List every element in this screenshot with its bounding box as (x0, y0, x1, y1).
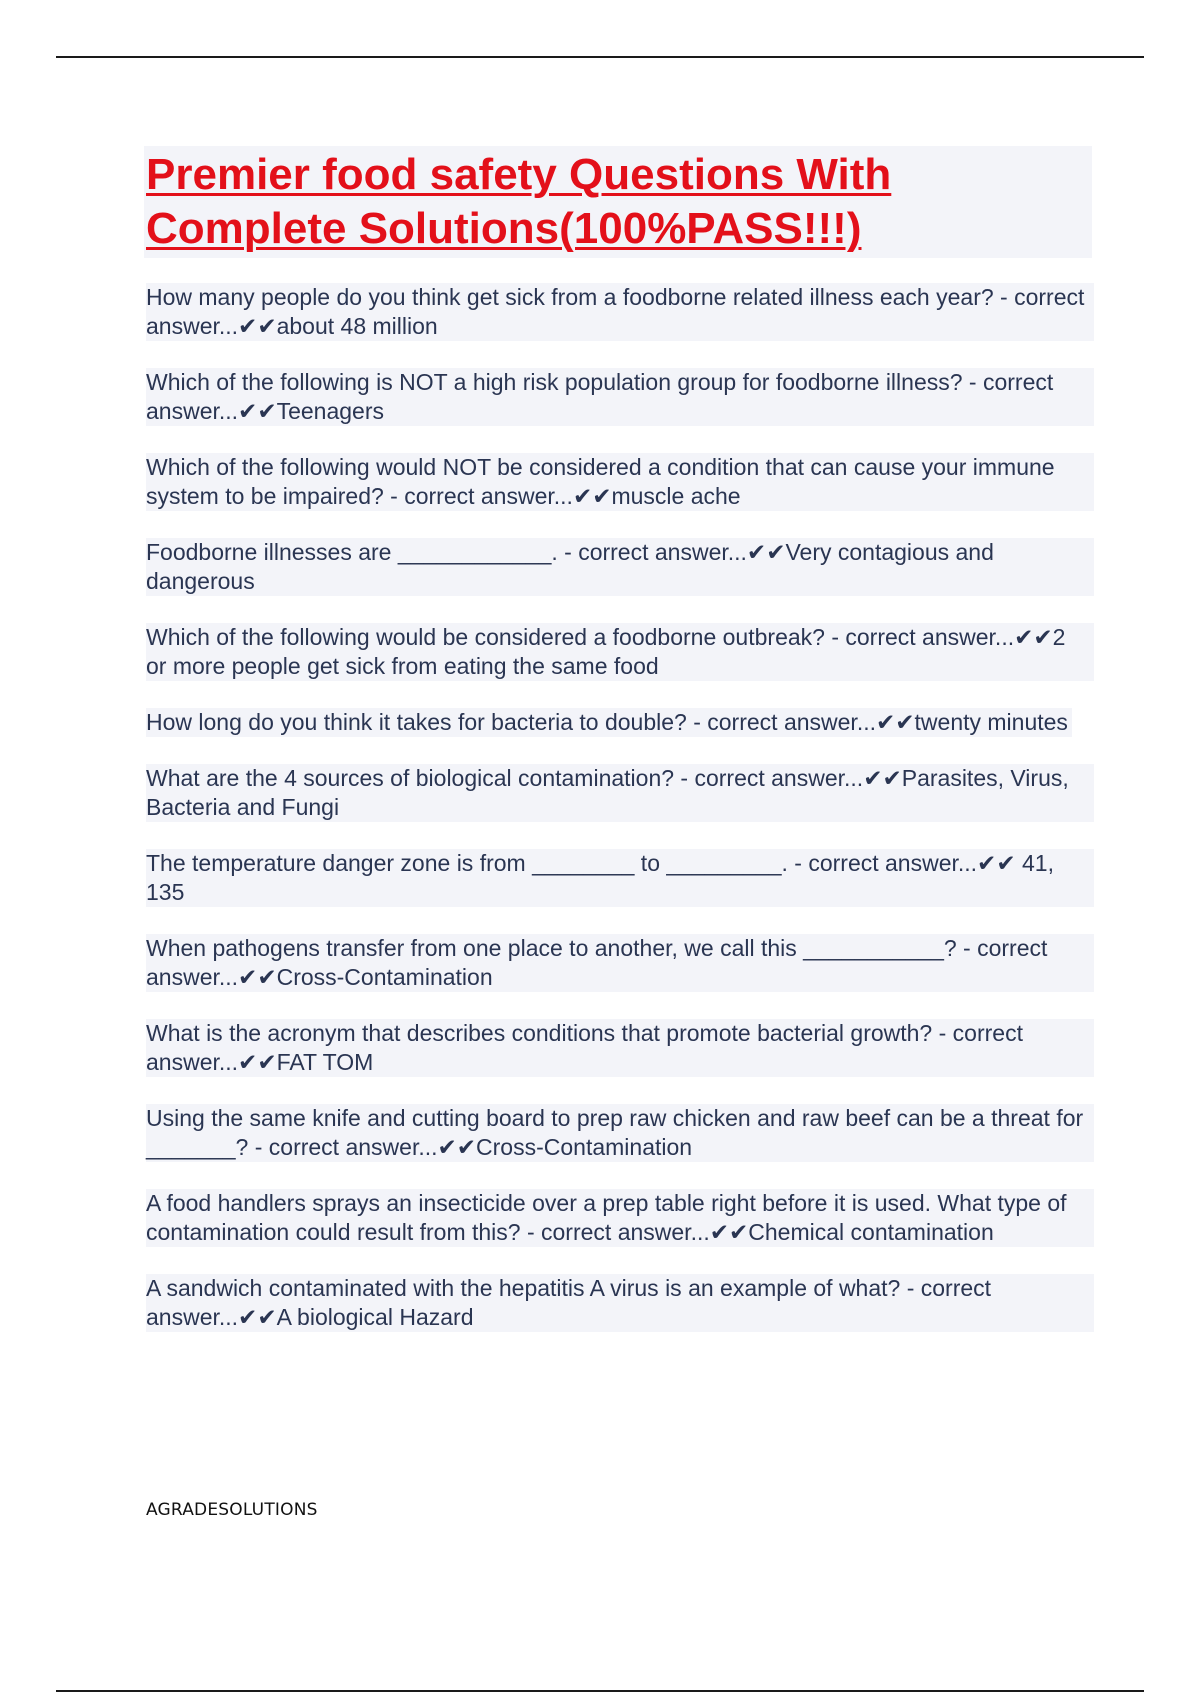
qa-item-2: Which of the following is NOT a high risk population group for foodborne illness? - correct answer...✔✔Teenagers (146, 368, 1094, 426)
qa-item-7: What are the 4 sources of biological contamination? - correct answer...✔✔Parasites, Virus, Bacteria and Fungi (146, 764, 1094, 822)
qa-item-10: What is the acronym that describes conditions that promote bacterial growth? - correct answer...✔✔FAT TOM (146, 1019, 1094, 1077)
top-rule (56, 56, 1144, 58)
document-title: Premier food safety Questions With Complete Solutions(100%PASS!!!) (146, 150, 892, 253)
footer-brand: AGRADESOLUTIONS (146, 1500, 318, 1520)
qa-item-13: A sandwich contaminated with the hepatitis A virus is an example of what? - correct answer...✔✔A biological Hazard (146, 1274, 1094, 1332)
qa-item-4: Foodborne illnesses are ____________. - correct answer...✔✔Very contagious and dangerous (146, 538, 1094, 596)
qa-item-3: Which of the following would NOT be considered a condition that can cause your immune system to be impaired? - correct answer...✔✔muscle ache (146, 453, 1094, 511)
qa-item-8: The temperature danger zone is from ________ to _________. - correct answer...✔✔ 41, 135 (146, 849, 1094, 907)
qa-item-1: How many people do you think get sick from a foodborne related illness each year? - correct answer...✔✔about 48 million (146, 283, 1094, 341)
qa-item-6: How long do you think it takes for bacteria to double? - correct answer...✔✔twenty minutes (146, 708, 1072, 737)
qa-item-5: Which of the following would be considered a foodborne outbreak? - correct answer...✔✔2 or more people get sick from eating the same food (146, 623, 1094, 681)
qa-list (146, 283, 1094, 1359)
qa-item-12: A food handlers sprays an insecticide over a prep table right before it is used. What type of contamination could result from this? - correct answer...✔✔Chemical contamination (146, 1189, 1094, 1247)
bottom-rule (56, 1690, 1144, 1692)
qa-item-9: When pathogens transfer from one place to another, we call this ___________? - correct answer...✔✔Cross-Contamination (146, 934, 1094, 992)
qa-item-11: Using the same knife and cutting board to prep raw chicken and raw beef can be a threat for _______? - correct answer...✔✔Cross-Contamination (146, 1104, 1094, 1162)
